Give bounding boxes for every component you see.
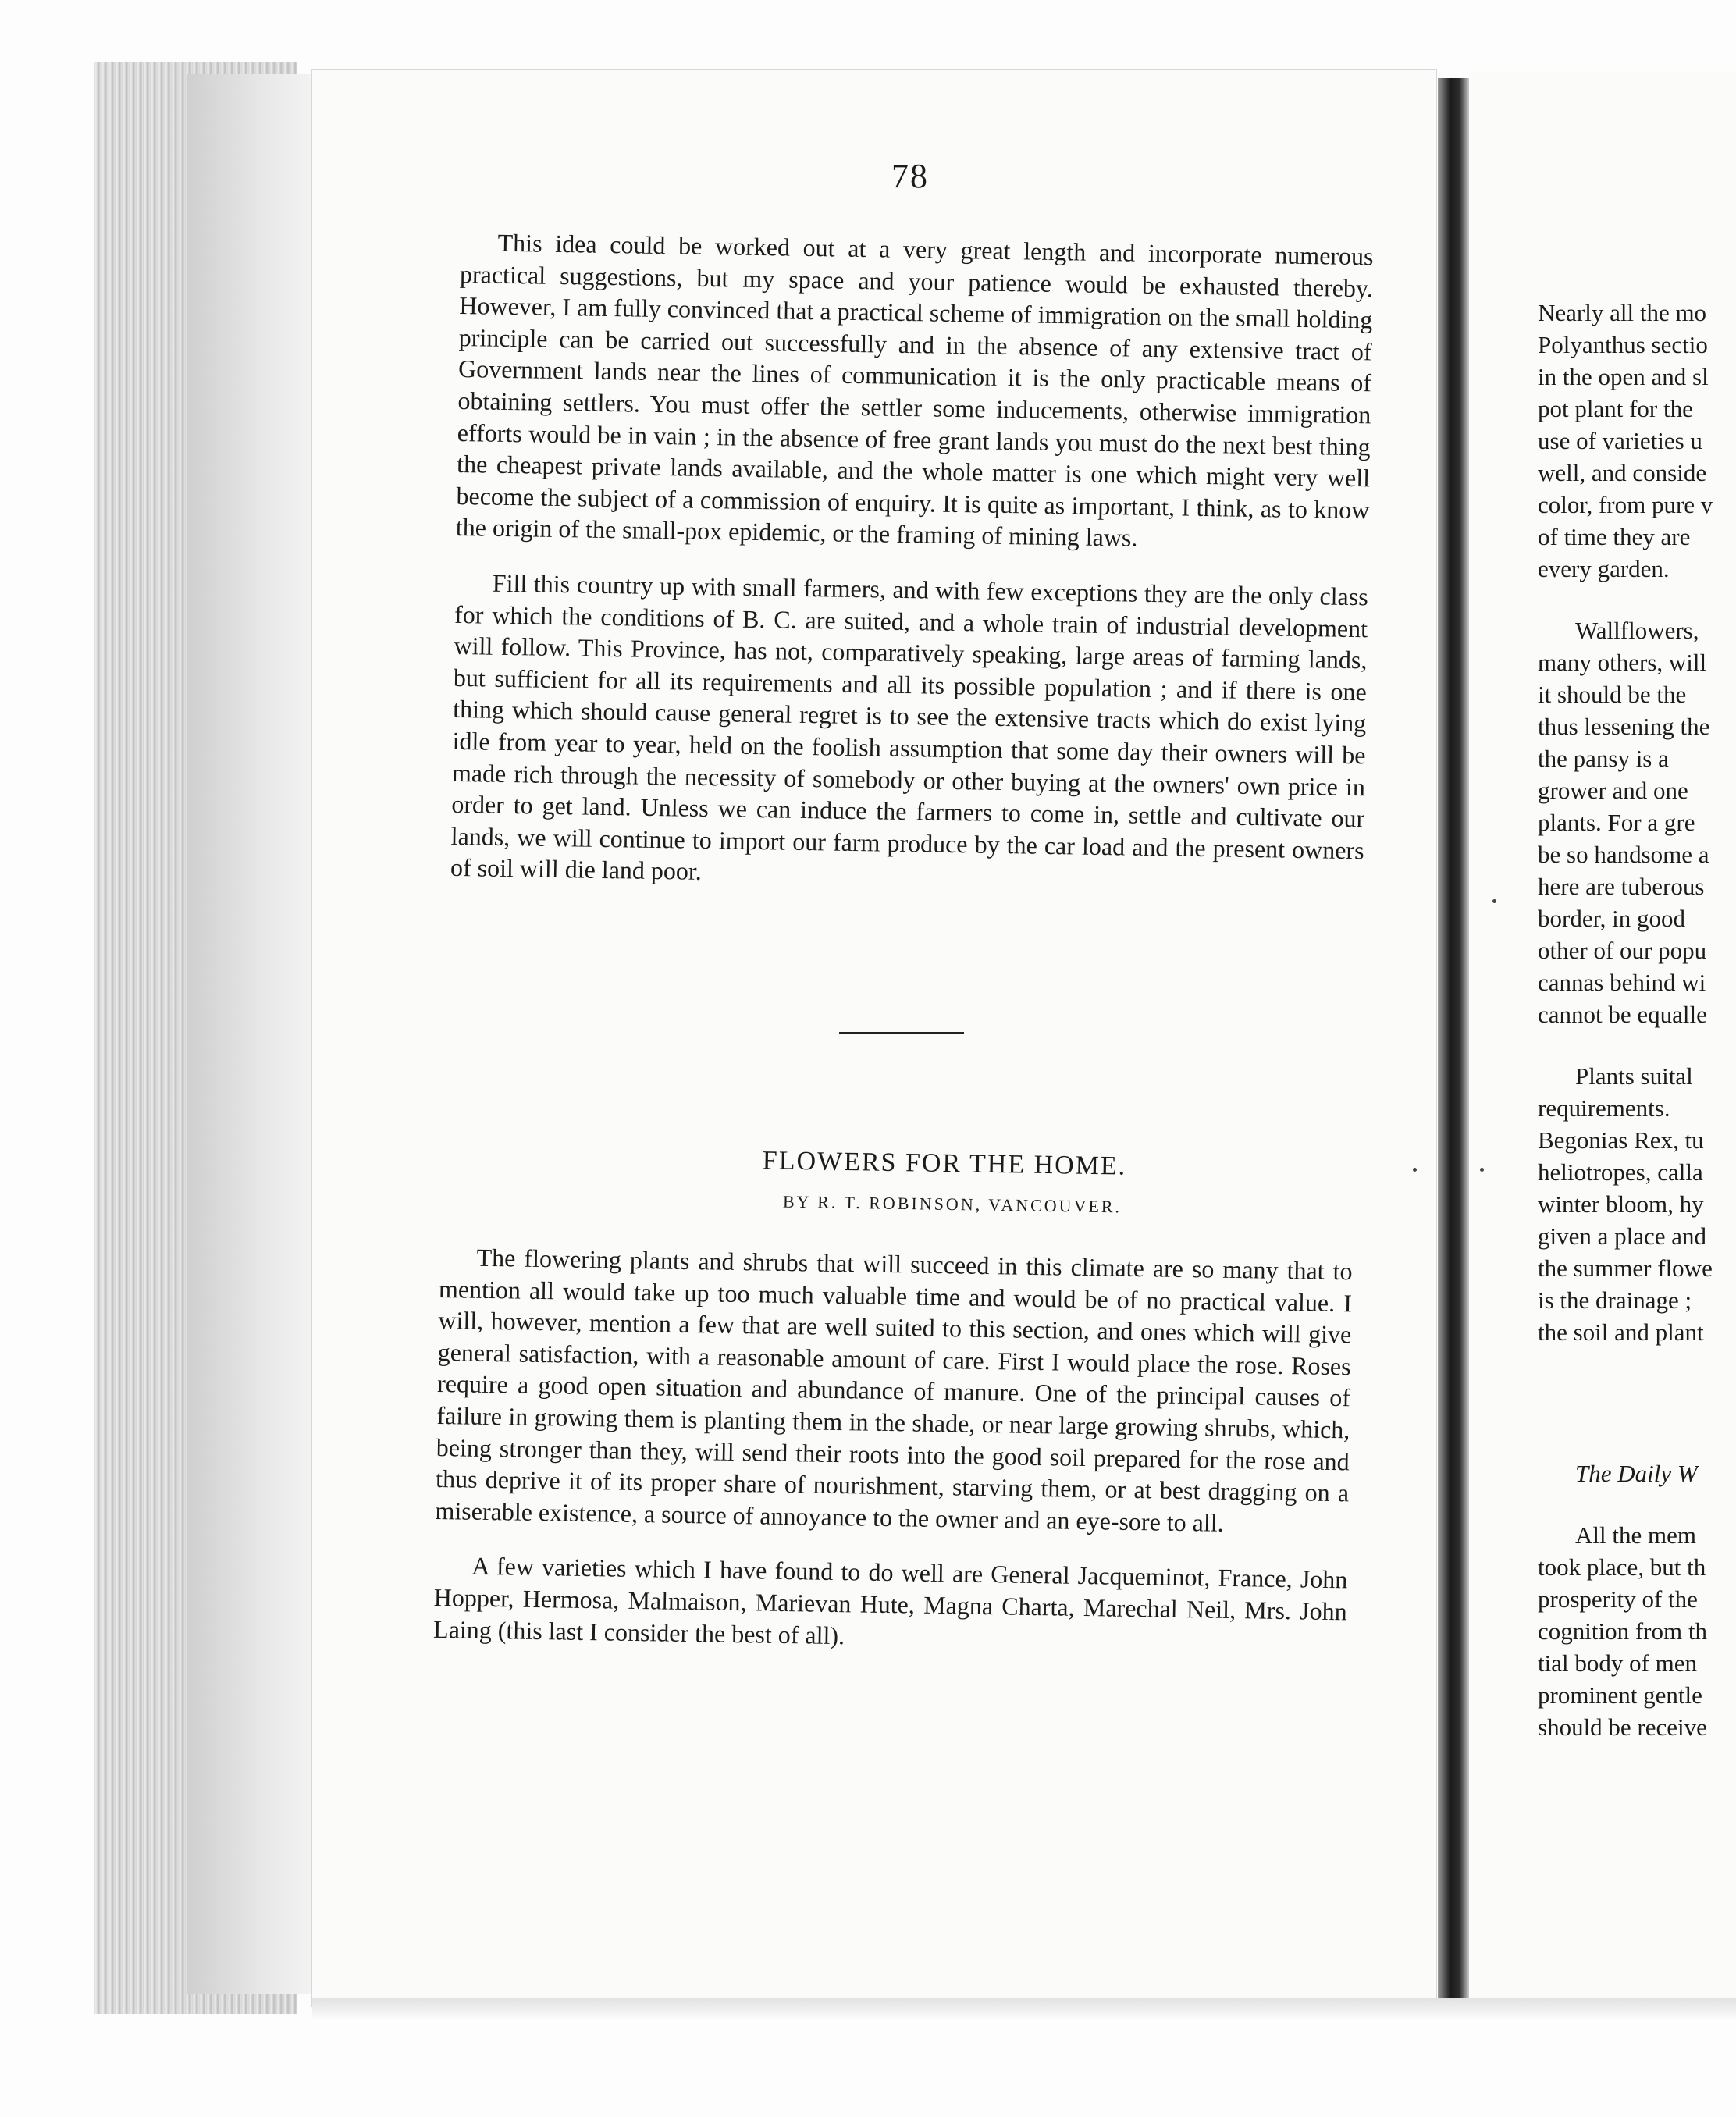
section-divider bbox=[839, 1032, 964, 1034]
text-line: thus lessening the bbox=[1538, 713, 1710, 740]
text-line: Nearly all the mo bbox=[1538, 299, 1707, 326]
text-line: Begonias Rex, tu bbox=[1538, 1126, 1704, 1154]
text-line: in the open and sl bbox=[1538, 363, 1709, 390]
text-line: All the mem bbox=[1575, 1521, 1696, 1549]
text-line: here are tuberous bbox=[1538, 873, 1705, 900]
text-line: of time they are bbox=[1538, 523, 1691, 550]
book-page-edges-inner bbox=[187, 74, 320, 1994]
text-line: heliotropes, calla bbox=[1538, 1158, 1703, 1186]
paragraph: A few varieties which I have found to do well are General Jacqueminot, France, John Hopper, Hermosa, Malmaison, Marievan Hute, Magna Charta, Marechal Neil, Mrs. John Laing (this last I consider the best of all). bbox=[432, 1552, 1348, 1649]
text-line: pot plant for the bbox=[1538, 395, 1693, 422]
text-line: tial body of men bbox=[1538, 1649, 1698, 1677]
scan-speck bbox=[1413, 1168, 1417, 1172]
scan-speck bbox=[1480, 1168, 1484, 1172]
text-line: Wallflowers, bbox=[1575, 617, 1699, 644]
text-line: other of our popu bbox=[1538, 937, 1707, 964]
article-byline: BY R. T. ROBINSON, VANCOUVER. bbox=[782, 1191, 1122, 1217]
bottom-shadow bbox=[312, 1998, 1736, 2022]
paragraph-gap bbox=[1538, 1030, 1736, 1060]
paragraph: This idea could be worked out at a very great length and incorporate numerous practical suggestions, but my space and your patience would be exhausted thereby. However, I am fully convinced that a practical scheme of immigration on the small holding principle can be carried out successfully and in the absence of any extensive tract of Government lands near the lines of communication it is the only practicable means of obtaining settlers. You must offer the settler some inducements, otherwise immigration efforts would be in vain ; in the absence of free grant lands you must do the next best thing the cheapest private lands available, and the whole matter is one which might very well become the subject of a commission of enquiry. It is quite as important, I think, as to know the origin of the small-pox epidemic, or the framing of mining laws. bbox=[455, 228, 1374, 553]
text-line: should be receive bbox=[1538, 1713, 1707, 1741]
text-line: use of varieties u bbox=[1538, 427, 1702, 454]
text-line: be so handsome a bbox=[1538, 841, 1709, 868]
text-line: the pansy is a bbox=[1538, 745, 1669, 772]
text-line: Polyanthus sectio bbox=[1538, 331, 1708, 358]
text-line: cannot be equalle bbox=[1538, 1001, 1707, 1028]
text-line: the summer flowe bbox=[1538, 1254, 1713, 1282]
text-line: grower and one bbox=[1538, 777, 1688, 804]
text-line: it should be the bbox=[1538, 681, 1687, 708]
scan-speck bbox=[1492, 899, 1496, 903]
paragraph: Fill this country up with small farmers, and with few exceptions they are the only class for which the conditions of B. C. are suited, and a whole train of industrial development will follow. This Province, has not, comparatively speaking, large areas of farming lands, but sufficient for all its requirements and all its possible population ; and if there is one thing which should cause general regret is to see the extensive tracts which do exist lying idle from year to year, held on the foolish assumption that some day their owners will be made rich through the necessity of somebody or other buying at the owners' own price in order to get land. Unless we can induce the farmers to come in, settle and cultivate our lands, we will continue to import our farm produce by the car load and the present owners of soil will die land poor. bbox=[450, 568, 1368, 886]
right-page-text bbox=[1538, 297, 1736, 1743]
text-line: Plants suital bbox=[1575, 1062, 1693, 1090]
page-number: 78 bbox=[891, 157, 929, 195]
text-line: requirements. bbox=[1538, 1094, 1670, 1122]
text-line: many others, will bbox=[1538, 649, 1707, 676]
text-line: prominent gentle bbox=[1538, 1681, 1702, 1709]
text-line: color, from pure v bbox=[1538, 491, 1713, 518]
text-line: the soil and plant bbox=[1538, 1318, 1704, 1346]
paragraph: The flowering plants and shrubs that will succeed in this climate are so many that to mention all would take up too much valuable time and would be of no practical value. I will, however, mention a few that are well suited to this section, and ones which will give general satisfaction, with a reasonable amount of care. First I would place the rose. Roses require a good open situation and abundance of manure. One of the principal causes of failure in growing them is planting them in the shade, or near large growing shrubs, which, being stronger than they, will send their roots into the good soil prepared for the rose and thus deprive it of its proper share of nourishment, starving them, or at best dragging on a miserable existence, a source of annoyance to the owner and an eye-sore to all. bbox=[435, 1243, 1353, 1537]
text-line: cognition from th bbox=[1538, 1617, 1707, 1645]
article-title: FLOWERS FOR THE HOME. bbox=[762, 1146, 1127, 1181]
text-line: cannas behind wi bbox=[1538, 969, 1706, 996]
text-line: border, in good bbox=[1538, 905, 1686, 932]
text-line: given a place and bbox=[1538, 1222, 1707, 1250]
text-line: prosperity of the bbox=[1538, 1585, 1698, 1613]
left-body-text bbox=[450, 226, 1374, 921]
text-line: well, and conside bbox=[1538, 459, 1707, 486]
text-line: The Daily W bbox=[1575, 1460, 1698, 1487]
text-line: every garden. bbox=[1538, 555, 1670, 582]
text-line: winter bloom, hy bbox=[1538, 1190, 1704, 1218]
paragraph-gap bbox=[1538, 585, 1736, 614]
book-gutter bbox=[1438, 78, 1469, 1998]
text-line: is the drainage ; bbox=[1538, 1286, 1692, 1314]
text-line: plants. For a gre bbox=[1538, 809, 1695, 836]
paragraph-gap bbox=[1538, 1348, 1736, 1457]
text-line: took place, but th bbox=[1538, 1553, 1706, 1581]
article-body-text bbox=[432, 1241, 1352, 1682]
paragraph-gap bbox=[1538, 1489, 1736, 1519]
